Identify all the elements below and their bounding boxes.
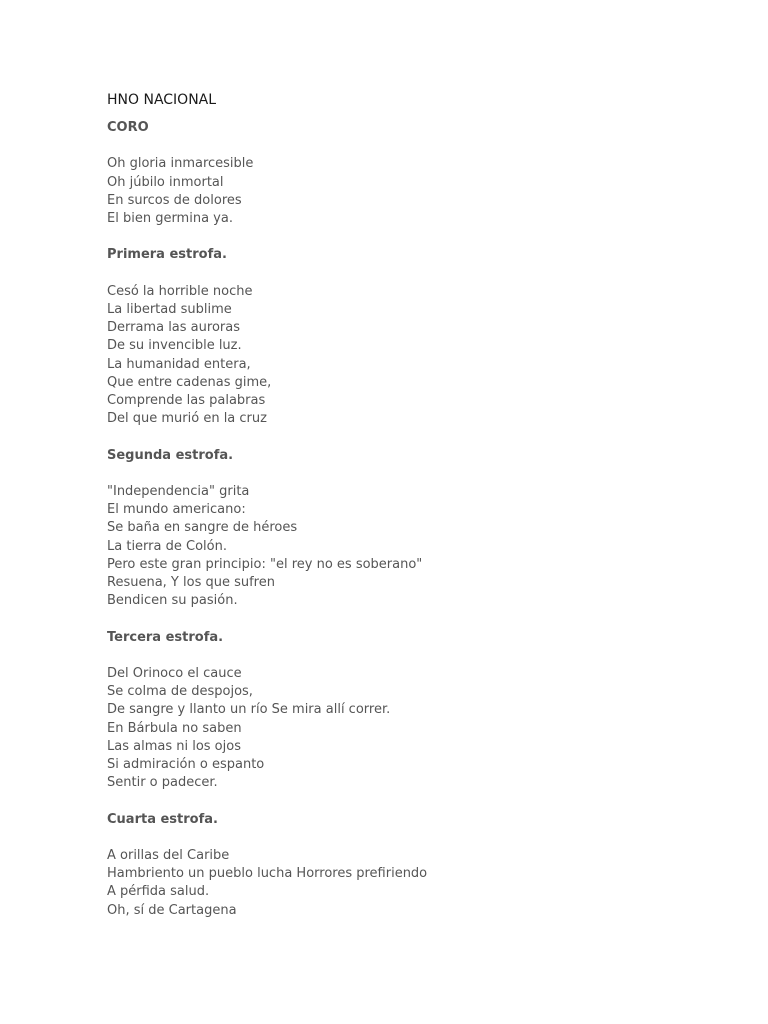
- verse-line: Derrama las auroras: [107, 320, 240, 336]
- verse-line: En Bárbula no saben: [107, 720, 242, 736]
- verse-line: Cesó la horrible noche: [107, 283, 253, 299]
- verse-line: Oh, sí de Cartagena: [107, 902, 237, 918]
- verse-line: Oh gloria inmarcesible: [107, 156, 254, 172]
- verse-line: Se colma de despojos,: [107, 684, 253, 700]
- verse-block: [107, 283, 707, 429]
- verse-line: A orillas del Caribe: [107, 847, 230, 863]
- verse-line: En surcos de dolores: [107, 192, 242, 208]
- section-cuarta-estrofa: [107, 811, 707, 920]
- verse-block: [107, 665, 707, 792]
- verse-line: La libertad sublime: [107, 301, 232, 317]
- verse-line: De sangre y llanto un río Se mira allí correr.: [107, 702, 391, 718]
- verse-line: Se baña en sangre de héroes: [107, 520, 298, 536]
- verse-line: Del Orinoco el cauce: [107, 665, 242, 681]
- section-heading: CORO: [107, 120, 149, 135]
- verse-line: Hambriento un pueblo lucha Horrores prefiriendo: [107, 866, 428, 882]
- document-title: HNO NACIONAL: [107, 92, 217, 108]
- section-tercera-estrofa: [107, 629, 707, 793]
- verse-line: A pérfida salud.: [107, 884, 210, 900]
- verse-line: El mundo americano:: [107, 502, 246, 518]
- verse-line: Pero este gran principio: "el rey no es soberano": [107, 556, 423, 572]
- section-heading: Tercera estrofa.: [107, 629, 224, 645]
- section-primera-estrofa: [107, 246, 707, 428]
- verse-line: "Independencia" grita: [107, 483, 250, 499]
- verse-line: Resuena, Y los que sufren: [107, 575, 275, 590]
- document-page: [107, 89, 707, 938]
- verse-line: Oh júbilo inmortal: [107, 174, 224, 190]
- section-segunda-estrofa: [107, 447, 707, 611]
- verse-block: [107, 155, 707, 228]
- verse-line: Si admiración o espanto: [107, 757, 265, 772]
- verse-line: Bendicen su pasión.: [107, 593, 238, 609]
- verse-block: [107, 483, 707, 610]
- section-heading: Segunda estrofa.: [107, 447, 234, 463]
- verse-line: El bien germina ya.: [107, 211, 233, 226]
- verse-line: La tierra de Colón.: [107, 538, 227, 554]
- section-heading: Primera estrofa.: [107, 247, 227, 263]
- section-coro: [107, 119, 707, 228]
- verse-line: Que entre cadenas gime,: [107, 374, 272, 390]
- verse-line: Las almas ni los ojos: [107, 738, 241, 754]
- verse-line: Del que murió en la cruz: [107, 411, 267, 427]
- section-heading: Cuarta estrofa.: [107, 811, 218, 827]
- verse-block: [107, 847, 707, 920]
- verse-line: Sentir o padecer.: [107, 775, 218, 791]
- verse-line: La humanidad entera,: [107, 356, 251, 372]
- verse-line: Comprende las palabras: [107, 393, 266, 408]
- verse-line: De su invencible luz.: [107, 338, 242, 354]
